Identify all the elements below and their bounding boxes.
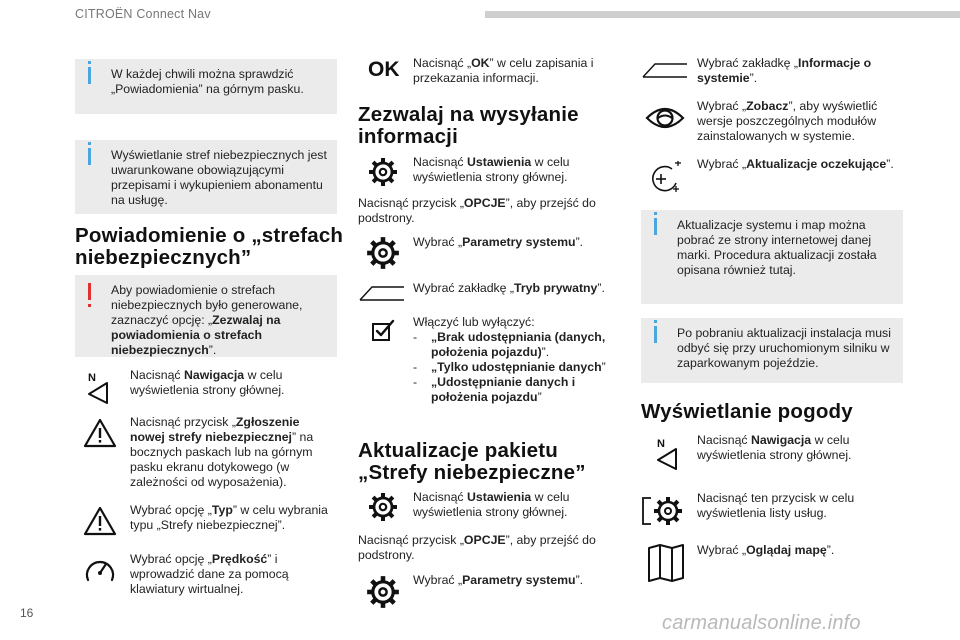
settings-gear-icon [368, 492, 398, 527]
note-text: Wyświetlanie stref niebezpiecznych jest uwarunkowane obowiązującymi przepisami i wykupieniem abonamentu na usługę. [111, 148, 327, 207]
list-item: - „Brak udostępniania (danych, położenia pojazdu)”. [413, 330, 606, 359]
info-note [641, 210, 903, 304]
eye-icon [645, 103, 685, 138]
note-text: W każdej chwili można sprawdzić „Powiadomienia” na górnym pasku. [111, 67, 304, 96]
warning-triangle-icon [83, 418, 117, 453]
info-marker [654, 326, 657, 343]
step-text: Wybrać zakładkę „Tryb prywatny”. [413, 281, 605, 295]
settings-gear-icon [368, 157, 398, 192]
tab-icon [641, 61, 689, 84]
list-item: - „Tylko udostępnianie danych” [413, 360, 606, 374]
step-text: Wybrać „Parametry systemu”. [413, 235, 584, 249]
note-text: Po pobraniu aktualizacji instalacja musi odbyć się przy uruchomionym silniku w zaparkowanym pojeździe. [677, 326, 891, 370]
navigation-icon [654, 436, 680, 475]
note-text: Aktualizacje systemu i map można pobrać ze strony internetowej danej marki. Procedura aktualizacji została opisana również tutaj. [677, 218, 877, 277]
step-text: Wybrać „Zobacz”, aby wyświetlić wersje poszczególnych modułów zainstalowanych w systemie. [697, 99, 878, 143]
settings-gear-icon [366, 236, 400, 275]
tab-icon [358, 284, 406, 307]
step-text: Nacisnąć Nawigacja w celu wyświetlenia strony głównej. [130, 368, 285, 397]
step-text: Nacisnąć przycisk „OPCJE”, aby przejść do podstrony. [358, 533, 596, 562]
info-marker [88, 67, 91, 84]
speedometer-icon [84, 556, 116, 589]
service-list-gear-icon [641, 494, 685, 533]
step-text: Wybrać opcję „Prędkość” i wprowadzić dane za pomocą klawiatury wirtualnej. [130, 552, 289, 596]
step-text: Nacisnąć Ustawienia w celu wyświetlenia strony głównej. [413, 490, 570, 519]
settings-gear-icon [366, 575, 400, 614]
warning-triangle-icon [83, 506, 117, 541]
info-note [641, 318, 903, 383]
step-text: Wybrać opcję „Typ” w celu wybrania typu „Strefy niebezpiecznej”. [130, 503, 328, 532]
list-item: - „Udostępnianie danych i położenia pojazdu” [413, 375, 576, 404]
info-marker [88, 148, 91, 165]
map-book-icon [646, 543, 686, 588]
step-text: Nacisnąć przycisk „OPCJE”, aby przejść do podstrony. [358, 196, 596, 225]
step-text: Wybrać „Aktualizacje oczekujące”. [697, 157, 894, 171]
step-text: Nacisnąć Ustawienia w celu wyświetlenia strony głównej. [413, 155, 570, 184]
ok-icon: OK [368, 58, 400, 81]
step-text: Włączyć lub wyłączyć: [413, 315, 535, 329]
navigation-icon [85, 370, 111, 409]
info-note [75, 59, 337, 114]
section-heading: Wyświetlanie pogody [641, 400, 853, 423]
watermark: carmanualsonline.info [662, 612, 861, 634]
page-number: 16 [20, 606, 34, 620]
running-header: CITROËN Connect Nav [75, 7, 211, 21]
header-bar [485, 11, 960, 18]
step-text: Nacisnąć ten przycisk w celu wyświetlenia listy usług. [697, 491, 855, 520]
info-note [75, 140, 337, 214]
section-heading: Powiadomienie o „strefach niebezpiecznych” [75, 224, 344, 269]
step-text: Wybrać zakładkę „Informacje o systemie”. [697, 56, 872, 85]
step-text: Wybrać „Oglądaj mapę”. [697, 543, 835, 557]
svg-text:N: N [657, 438, 665, 450]
section-heading: Zezwalaj na wysyłanie informacji [358, 103, 579, 148]
section-heading: Aktualizacje pakietu „Strefy niebezpieczne” [358, 439, 586, 484]
step-text: Wybrać „Parametry systemu”. [413, 573, 584, 587]
update-plus-icon [646, 161, 684, 200]
warning-marker [88, 283, 91, 300]
checkbox-icon [371, 318, 397, 347]
svg-text:N: N [88, 372, 96, 384]
step-text: Nacisnąć przycisk „Zgłoszenie nowej strefy niebezpiecznej” na bocznych paskach lub na górnym pasku ekranu dotykowego (w zależności od wyposażenia). [130, 415, 314, 489]
info-marker [654, 218, 657, 235]
step-text: Nacisnąć „OK” w celu zapisania i przekazania informacji. [413, 56, 594, 85]
warning-note: Aby powiadomienie o strefach niebezpiecznych było generowane, zaznaczyć opcję: „Zezwalaj na powiadomienia o strefach niebezpiecznych”. [75, 275, 337, 357]
step-text: Nacisnąć Nawigacja w celu wyświetlenia strony głównej. [697, 433, 852, 462]
